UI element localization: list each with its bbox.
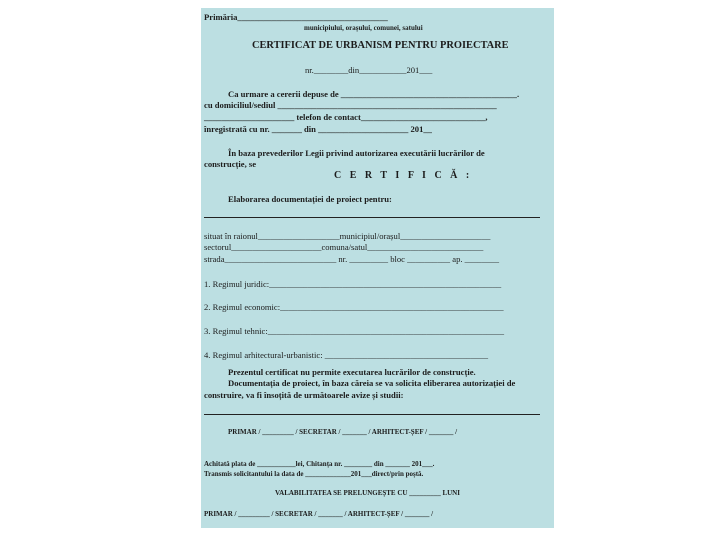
- location-line-2: sectorul_____________________comuna/satul___________________________: [204, 242, 484, 252]
- header-subtitle: municipiului, orașului, comunei, satului: [304, 24, 423, 32]
- regime-economic-line: 2. Regimul economic:____________________________________________________: [204, 302, 504, 312]
- certificate-form-page: [201, 8, 554, 528]
- elaboration-line: Elaborarea documentației de proiect pentru:: [228, 194, 392, 204]
- request-line-4: înregistrată cu nr. _______ din _____________________ 201__: [204, 124, 432, 134]
- location-line-3: strada__________________________ nr. _________ bloc __________ ap. ________: [204, 254, 500, 264]
- notice-line-1: Prezentul certificat nu permite executarea lucrărilor de construcție.: [228, 367, 476, 377]
- certifica-heading: C E R T I F I C Ă :: [334, 170, 473, 181]
- law-basis-line-1: În baza prevederilor Legii privind autorizarea executării lucrărilor de: [228, 148, 485, 158]
- request-line-2: cu domiciliul/sediul ___________________________________________________: [204, 100, 497, 110]
- signature-row-1: PRIMAR / _________ / SECRETAR / _______ / ARHITECT-ȘEF / _______ /: [228, 428, 458, 436]
- request-line-3: _____________________ telefon de contact_____________________________,: [204, 112, 488, 122]
- certificate-number-line: nr.________din___________201___: [305, 65, 433, 75]
- regime-tehnic-line: 3. Regimul tehnic:_______________________________________________________: [204, 326, 505, 336]
- payment-line: Achitată plata de ___________lei, Chitanța nr. ________ din _______ 201___.: [204, 460, 435, 468]
- form-title: CERTIFICAT DE URBANISM PENTRU PROIECTARE: [252, 40, 509, 51]
- notice-line-2: Documentația de proiect, în baza căreia se va solicita eliberarea autorizației de: [228, 378, 516, 388]
- notice-blank-rule: [204, 414, 540, 415]
- request-line-1: Ca urmare a cererii depuse de _________________________________________.: [228, 89, 520, 99]
- location-line-1: situat în raionul___________________municipiul/orașul_____________________: [204, 231, 491, 241]
- signature-row-2: PRIMAR / _________ / SECRETAR / _______ / ARHITECT-ȘEF / _______ /: [204, 510, 434, 518]
- law-basis-line-2: construcție, se: [204, 159, 257, 169]
- transmission-line: Transmis solicitantului la data de _____________201___direct/prin poștă.: [204, 470, 424, 478]
- regime-arhitectural-line: 4. Regimul arhitectural-urbanistic: ______________________________________: [204, 350, 489, 360]
- regime-juridic-line: 1. Regimul juridic:______________________________________________________: [204, 279, 502, 289]
- notice-line-3: construire, va fi însoțită de următoarele avize și studii:: [204, 390, 404, 400]
- header-primaria: Primăria___________________________________: [204, 12, 388, 22]
- elaboration-blank-rule: [204, 217, 540, 218]
- validity-extension-line: VALABILITATEA SE PRELUNGEȘTE CU _________ LUNI: [275, 489, 460, 497]
